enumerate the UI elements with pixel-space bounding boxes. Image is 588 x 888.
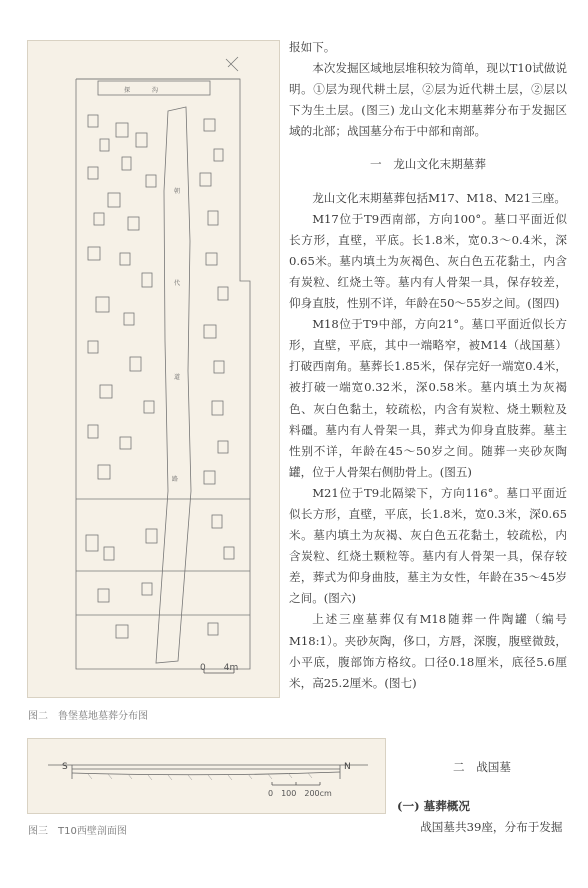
figure3-caption: 图三 T10西壁剖面图	[28, 826, 127, 837]
section-label-n: N	[344, 762, 351, 772]
map-label: 代	[174, 280, 181, 287]
article-column	[289, 37, 567, 694]
section-drawing	[28, 739, 385, 813]
article-column-bottom	[397, 757, 567, 838]
paragraph: 上述三座墓葬仅有M18随葬一件陶罐（编号M18:1）。夹砂灰陶，侈口，方唇，深腹，腹壁微鼓，小平底，腹部饰方格纹。口径0.18厘米，底径5.6厘米，高25.2厘米。(图七)	[289, 612, 567, 690]
section-label-s: S	[62, 762, 68, 772]
tomb	[88, 115, 98, 127]
map-label: 沟	[152, 87, 159, 94]
map-label: 探	[124, 87, 131, 94]
paragraph: 龙山文化末期墓葬包括M17、M18、M21三座。	[312, 190, 566, 205]
map-scale-label: 0 4m	[200, 663, 239, 673]
north-arrow	[226, 59, 238, 71]
tomb-distribution-map	[28, 41, 279, 697]
figure2-panel	[27, 40, 280, 698]
section-heading: 二 战国墓	[453, 760, 511, 774]
section-heading: 一 龙山文化末期墓葬	[370, 157, 486, 172]
section-scale-bar	[272, 782, 320, 785]
paragraph: 战国墓共39座，分布于发掘	[420, 820, 563, 835]
map-label: 道	[174, 374, 181, 381]
paragraph: M18位于T9中部，方向21°。墓口平面近似长方形，直壁，平底，其中一端略窄，被M14（战国墓）打破西南角。墓葬长1.85米，保存完好一端宽0.4米，被打破一端宽0.32米，深0.58米。墓内填土为灰褐色、灰白色黏土，较疏松，内含有炭粒、烧土颗粒及料礓。墓内有人骨架一具，葬式为仰身直肢葬。墓主性别不详，年龄在45～50岁之间。随葬一夹砂灰陶罐，位于人骨架右侧肋骨上。(图五)	[289, 317, 567, 479]
layer2-line	[72, 772, 340, 775]
figure3-panel	[27, 738, 386, 814]
paragraph: 本次发掘区域地层堆积较为简单，现以T10试做说明。①层为现代耕土层，②层为近代耕土层，②层以下为生土层。(图三) 龙山文化末期墓葬分布于发掘区域的北部；战国墓分布于中部和南部。	[289, 61, 567, 139]
figure2-caption: 图二 鲁堡墓地墓葬分布图	[28, 711, 148, 722]
subsection-heading: (一) 墓葬概况	[397, 799, 470, 814]
map-label: 路	[172, 476, 179, 483]
map-label: 朝	[174, 188, 181, 195]
trench-outline	[76, 79, 250, 669]
paragraph: M21位于T9北隔梁下，方向116°。墓口平面近似长方形，直壁，平底，长1.8米，宽0.3米，深0.65米。墓内填土为灰褐、灰白色五花黏土，较疏松，内含炭粒、红烧土颗粒等。墓内有人骨架一具，保存较差，葬式为仰身曲肢，墓主为女性，年龄在35～45岁之间。(图六)	[289, 485, 567, 606]
paragraph: M17位于T9西南部，方向100°。墓口平面近似长方形，直壁，平底。长1.8米，宽0.3～0.4米，深0.65米。墓内填土为灰褐色、灰白色五花黏土，内含有炭粒、红烧土等。墓内有人骨架一具，保存较差，仰身直肢，性别不详，年龄在50～55岁之间。(图四)	[289, 211, 567, 311]
paragraph: 报如下。	[289, 40, 336, 54]
section-scale-label: 0 100 200cm	[268, 789, 332, 798]
